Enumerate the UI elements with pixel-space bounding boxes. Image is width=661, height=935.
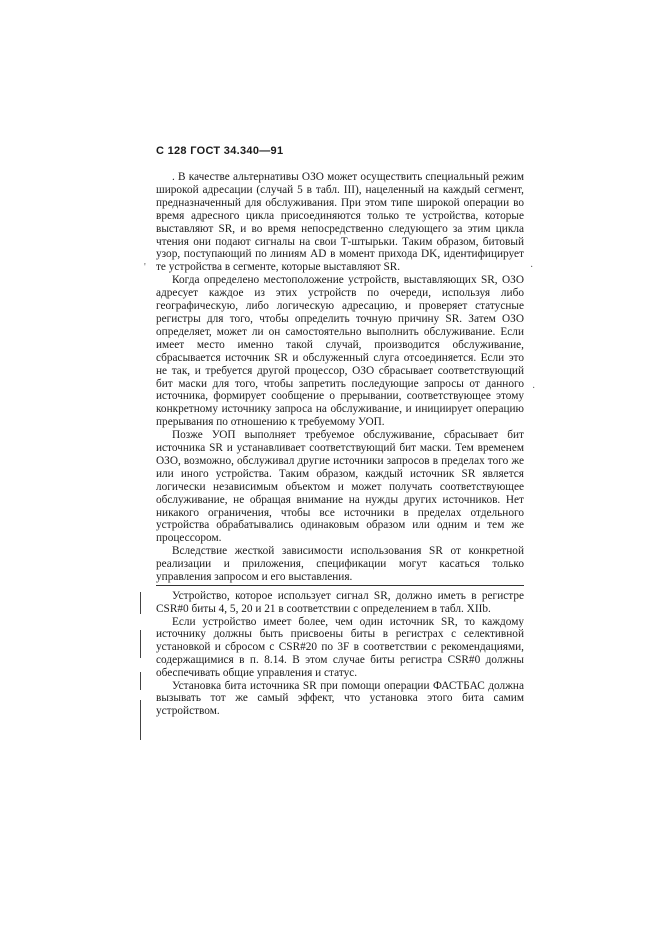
margin-mark: ' [144, 262, 146, 273]
margin-rule [140, 700, 141, 740]
main-text [156, 171, 524, 584]
note-block [156, 585, 524, 718]
paragraph: . В качестве альтернативы ОЗО может осуществить специальный режим широкой адресации (случай 5 в табл. III), нацеленный на каждый сегмент, предназначенный для обслуживания. При этом типе широкой операции во время адресного цикла присоединяются только те устройства, которые выставляют SR, и во время непосредственно следующего за этим цикла чтения они подают сигналы на свои Т-штырьки. Таким образом, битовый узор, поступающий по линиям AD в момент прихода DK, идентифицирует те устройства в сегменте, которые выставляют SR. [156, 171, 524, 274]
margin-mark: · [532, 383, 536, 394]
margin-rule [140, 630, 141, 658]
note-paragraph: Устройство, которое использует сигнал SR, должно иметь в регистре CSR#0 биты 4, 5, 20 и 21 в соответствии с определением в табл. XIIb. [156, 590, 524, 615]
paragraph: Когда определено местоположение устройств, выставляющих SR, ОЗО адресует каждое из этих устройств по очереди, используя либо географическую, либо логическую адресацию, и проверяет статусные регистры для того, чтобы определить точную причину SR. Затем ОЗО определяет, может ли он самостоятельно выполнить обслуживание. Если имеет место именно такой случай, производится обслуживание, сбрасывается источник SR и обслуженный слуга отсоединяется. Если это не так, и требуется другой процессор, ОЗО сбрасывает соответствующий бит маски для того, чтобы запретить последующие запросы от данного источника, формирует сообщение о прерывании, соответствующее этому конкретному источнику запроса на обслуживание, и инициирует операцию прерывания по отношению к требуемому УОП. [156, 274, 524, 429]
margin-mark: · [530, 262, 534, 273]
paragraph: Позже УОП выполняет требуемое обслуживание, сбрасывает бит источника SR и устанавливает соответствующий бит маски. Тем временем ОЗО, возможно, обслуживал другие источники запросов в пределах того же или иного устройства. Таким образом, каждый источник SR является логически независимым объектом и может получать соответствующее обслуживание, не обращая внимание на нужды других источников. Нет никакого ограничения, чтобы все источники в пределах отдельного устройства обрабатывались одинаковым образом или одним и тем же процессором. [156, 429, 524, 545]
page-header: С 128 ГОСТ 34.340—91 [156, 145, 284, 157]
margin-rule [140, 672, 141, 690]
paragraph: Вследствие жесткой зависимости использования SR от конкретной реализации и приложения, спецификации могут касаться только управления запросом и его выставления. [156, 545, 524, 584]
note-paragraph: Установка бита источника SR при помощи операции ФАСТБАС должна вызывать тот же самый эффект, что установка этого бита самим устройством. [156, 679, 524, 718]
note-paragraph: Если устройство имеет более, чем один источник SR, то каждому источнику должны быть присвоены биты в регистрах с селективной установкой и сбросом с CSR#20 по 3F в соответствии с рекомендациями, содержащимися в п. 8.14. В этом случае биты регистра CSR#0 должны обеспечивать общие управления и статус. [156, 615, 524, 679]
margin-rule [140, 592, 141, 614]
